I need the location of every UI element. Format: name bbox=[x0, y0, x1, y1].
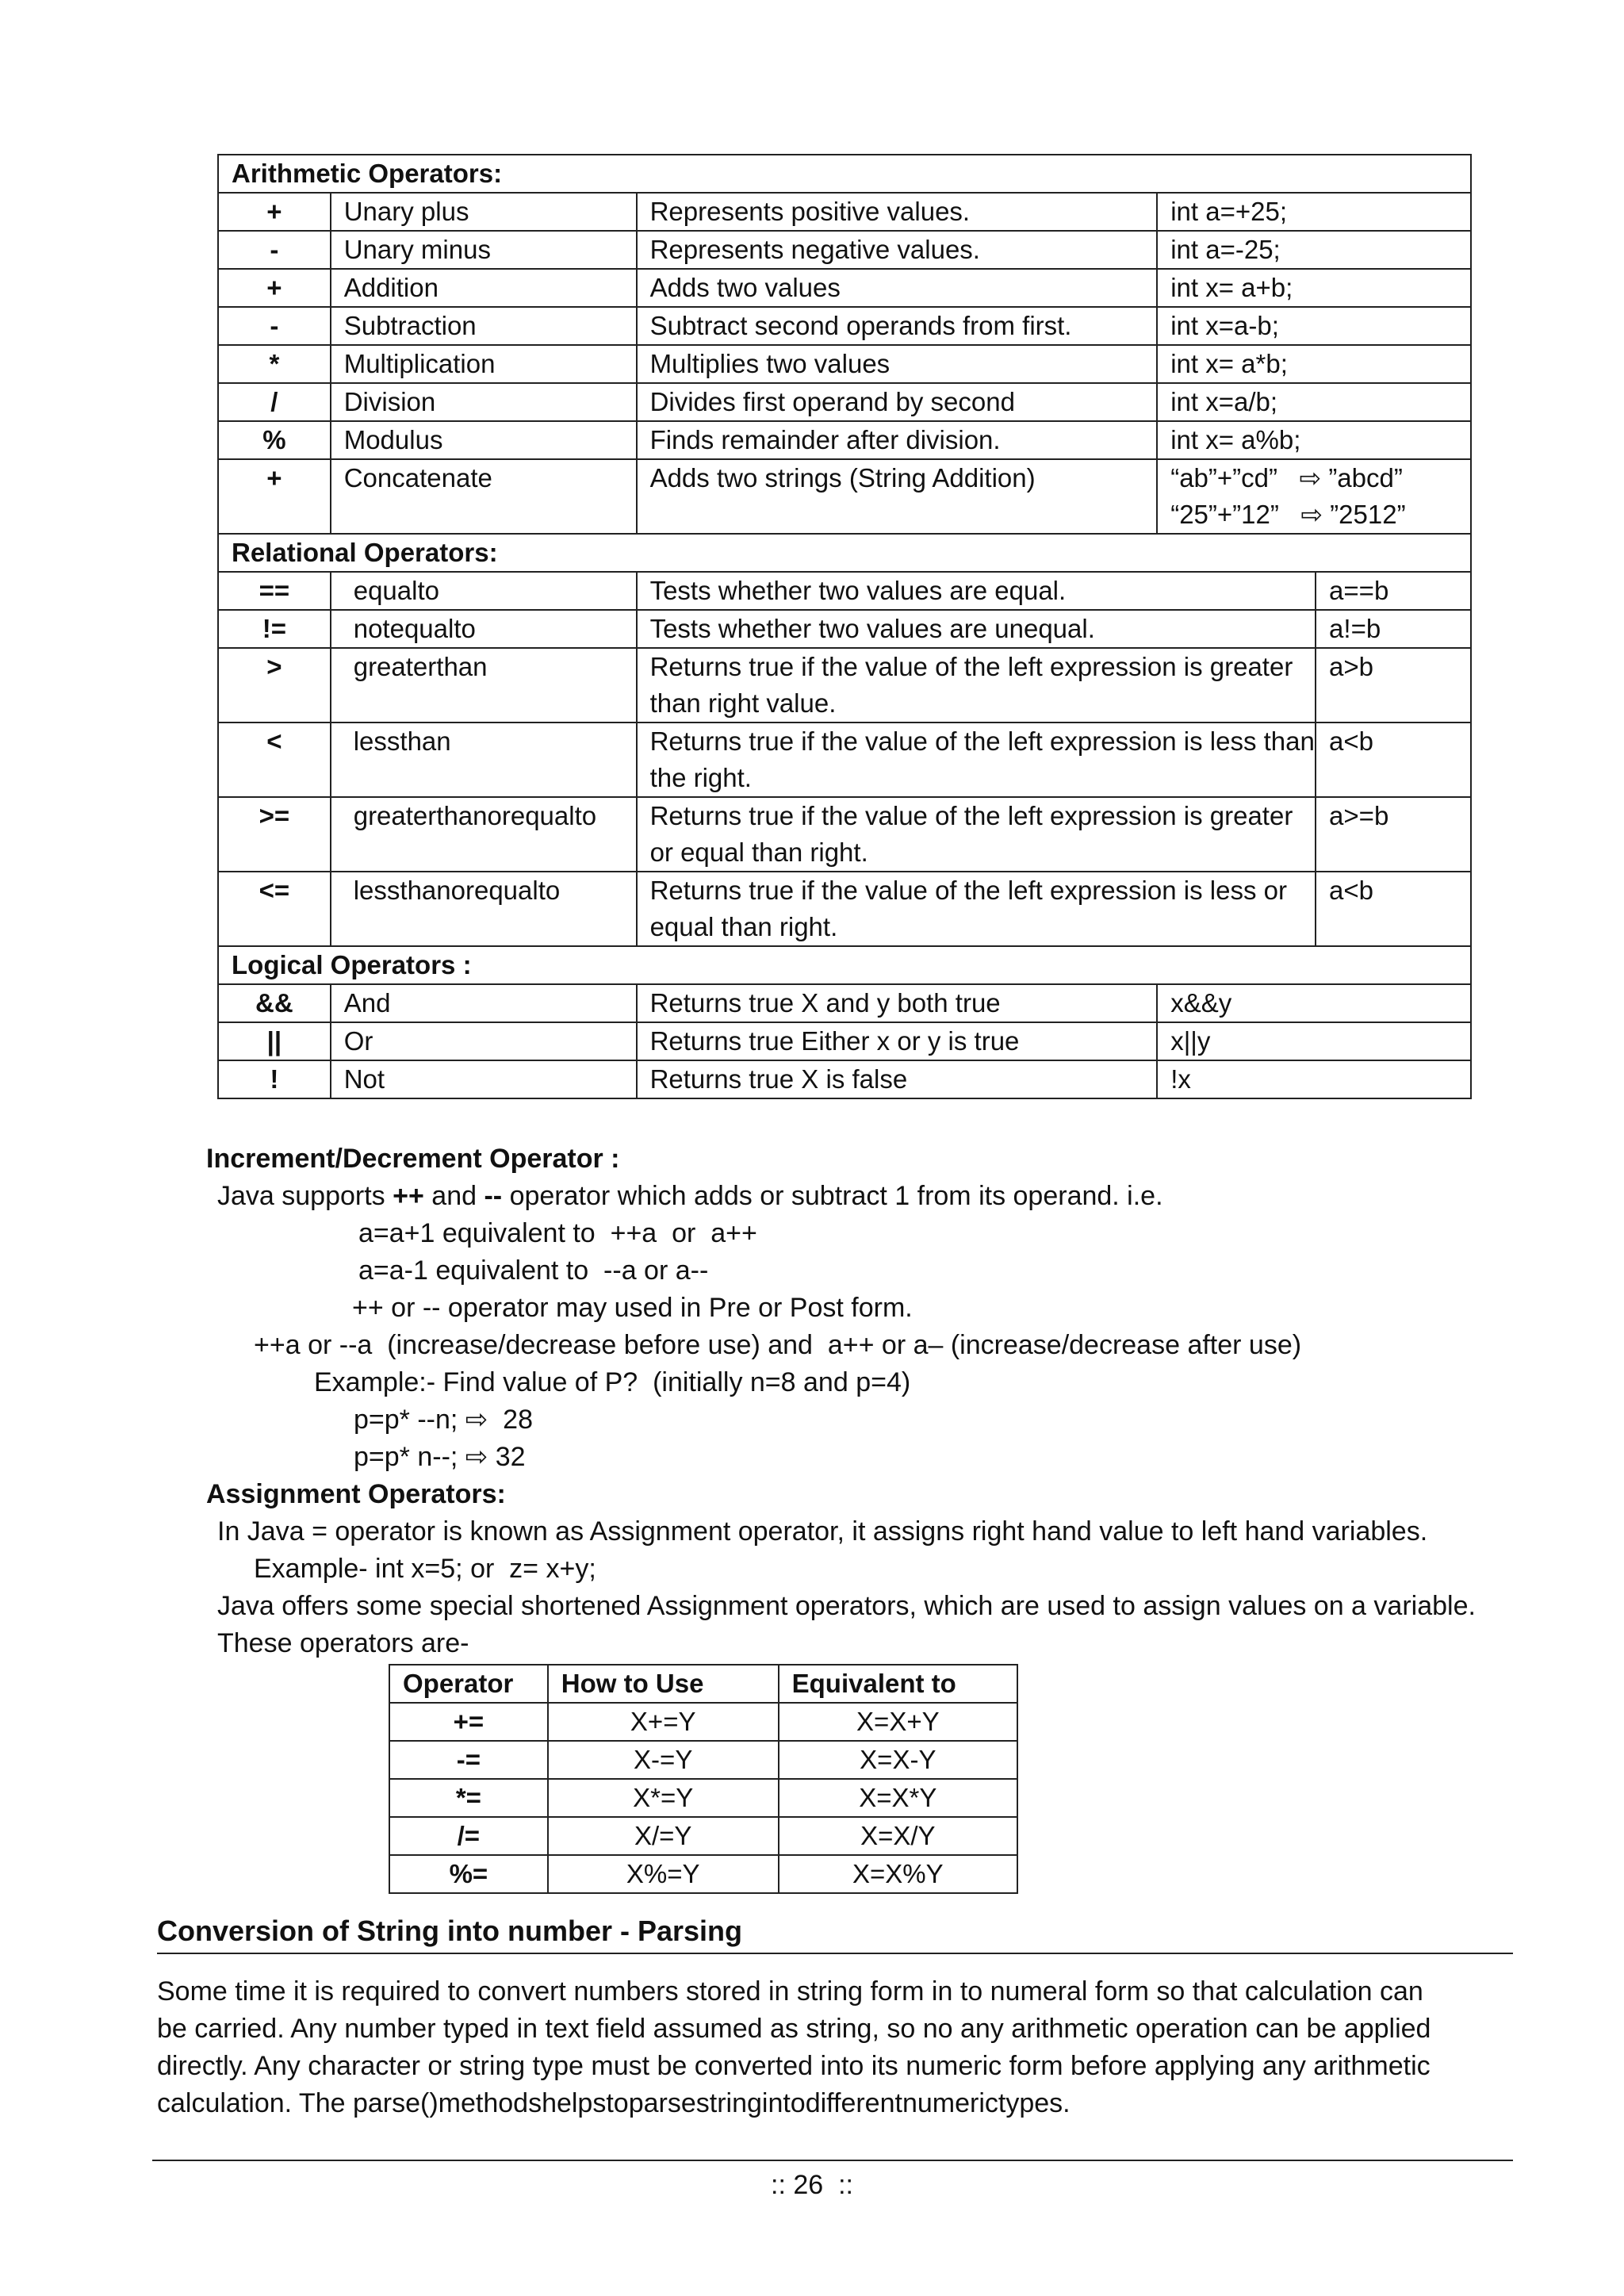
increment-line: ++ or -- operator may used in Pre or Post form. bbox=[352, 1293, 913, 1323]
operator-name: Subtraction bbox=[331, 307, 637, 345]
operator-symbol: == bbox=[218, 572, 331, 610]
operator-name: Modulus bbox=[331, 421, 637, 459]
operator-description: Adds two values bbox=[637, 269, 1158, 307]
operator-symbol: + bbox=[218, 459, 331, 534]
operator-description: Returns true if the value of the left expression is less than the right. bbox=[637, 723, 1316, 797]
operator-example: int x=a/b; bbox=[1157, 383, 1471, 421]
operator-example: int a=+25; bbox=[1157, 193, 1471, 231]
operator-symbol: != bbox=[218, 610, 331, 648]
operator-symbol: / bbox=[218, 383, 331, 421]
increment-example: Example:- Find value of P? (initially n=8 and p=4) bbox=[314, 1367, 911, 1397]
operator-example bbox=[1157, 459, 1471, 534]
operator-symbol: && bbox=[218, 984, 331, 1022]
operator-symbol: ! bbox=[218, 1060, 331, 1098]
table-row bbox=[218, 610, 1471, 648]
concat-example-2: “25”+”12” ⇨ ”2512” bbox=[1170, 500, 1406, 529]
usage-cell: X/=Y bbox=[548, 1817, 779, 1855]
table-row bbox=[389, 1855, 1017, 1893]
usage-cell: X%=Y bbox=[548, 1855, 779, 1893]
operator-example: a<b bbox=[1316, 872, 1471, 946]
table-row bbox=[218, 648, 1471, 723]
equivalent-cell: X=X*Y bbox=[779, 1779, 1017, 1817]
table-row bbox=[389, 1741, 1017, 1779]
increment-example-line: p=p* --n; ⇨ 28 bbox=[354, 1405, 533, 1435]
operator-example: a==b bbox=[1316, 572, 1471, 610]
operator-symbol: <= bbox=[218, 872, 331, 946]
increment-line: a=a+1 equivalent to ++a or a++ bbox=[358, 1218, 757, 1248]
operator-name: And bbox=[331, 984, 637, 1022]
table-row bbox=[218, 421, 1471, 459]
operator-symbol: + bbox=[218, 193, 331, 231]
arithmetic-heading: Arithmetic Operators: bbox=[218, 155, 1471, 193]
operator-symbol: || bbox=[218, 1022, 331, 1060]
operator-name: Addition bbox=[331, 269, 637, 307]
table-row bbox=[389, 1817, 1017, 1855]
table-row bbox=[218, 797, 1471, 872]
table-header-row bbox=[389, 1665, 1017, 1703]
operator-example: int x= a%b; bbox=[1157, 421, 1471, 459]
operator-example: x&&y bbox=[1157, 984, 1471, 1022]
equivalent-cell: X=X%Y bbox=[779, 1855, 1017, 1893]
operator-example: a>=b bbox=[1316, 797, 1471, 872]
operator-description: Tests whether two values are unequal. bbox=[637, 610, 1316, 648]
operator-cell: %= bbox=[389, 1855, 548, 1893]
footer-divider bbox=[152, 2160, 1513, 2161]
assignment-operators-table bbox=[389, 1664, 1018, 1894]
operator-description: Tests whether two values are equal. bbox=[637, 572, 1316, 610]
equivalent-cell: X=X+Y bbox=[779, 1703, 1017, 1741]
operator-example: int x=a-b; bbox=[1157, 307, 1471, 345]
operator-name: lessthanorequalto bbox=[331, 872, 637, 946]
operator-description: Returns true Either x or y is true bbox=[637, 1022, 1158, 1060]
table-row bbox=[218, 345, 1471, 383]
operator-name: lessthan bbox=[331, 723, 637, 797]
operator-description: Finds remainder after division. bbox=[637, 421, 1158, 459]
operator-example: !x bbox=[1157, 1060, 1471, 1098]
column-header: Equivalent to bbox=[779, 1665, 1017, 1703]
parsing-line: be carried. Any number typed in text field assumed as string, so no any arithmetic operation can be applied bbox=[157, 2014, 1431, 2044]
assignment-line: These operators are- bbox=[217, 1628, 469, 1658]
logical-heading-row bbox=[218, 946, 1471, 984]
relational-heading: Relational Operators: bbox=[218, 534, 1471, 572]
parsing-line: calculation. The parse()methodshelpstoparsestringintodifferentnumerictypes. bbox=[157, 2088, 1071, 2118]
operator-cell: *= bbox=[389, 1779, 548, 1817]
table-row bbox=[218, 269, 1471, 307]
operator-description: Multiplies two values bbox=[637, 345, 1158, 383]
table-row bbox=[218, 872, 1471, 946]
operator-description: Returns true if the value of the left expression is greater than right value. bbox=[637, 648, 1316, 723]
increment-line: a=a-1 equivalent to --a or a-- bbox=[358, 1255, 709, 1286]
operator-cell: /= bbox=[389, 1817, 548, 1855]
operator-name: Concatenate bbox=[331, 459, 637, 534]
increment-line: ++a or --a (increase/decrease before use) and a++ or a– (increase/decrease after use) bbox=[254, 1330, 1302, 1360]
table-row bbox=[389, 1703, 1017, 1741]
intro-text: Java supports bbox=[217, 1181, 393, 1211]
operator-name: greaterthan bbox=[331, 648, 637, 723]
operator-description: Represents negative values. bbox=[637, 231, 1158, 269]
operator-example: a<b bbox=[1316, 723, 1471, 797]
operator-symbol: > bbox=[218, 648, 331, 723]
intro-op-inc: ++ bbox=[393, 1181, 424, 1211]
page-number: :: 26 :: bbox=[771, 2170, 853, 2200]
operator-symbol: - bbox=[218, 231, 331, 269]
operator-name: Not bbox=[331, 1060, 637, 1098]
operator-cell: -= bbox=[389, 1741, 548, 1779]
section-divider bbox=[157, 1953, 1513, 1954]
table-row bbox=[389, 1779, 1017, 1817]
operators-table bbox=[217, 154, 1472, 1099]
column-header: Operator bbox=[389, 1665, 548, 1703]
table-row bbox=[218, 231, 1471, 269]
usage-cell: X*=Y bbox=[548, 1779, 779, 1817]
operator-symbol: % bbox=[218, 421, 331, 459]
usage-cell: X+=Y bbox=[548, 1703, 779, 1741]
assignment-heading: Assignment Operators: bbox=[206, 1479, 506, 1509]
operator-symbol: - bbox=[218, 307, 331, 345]
table-row bbox=[218, 193, 1471, 231]
table-row bbox=[218, 307, 1471, 345]
operator-symbol: + bbox=[218, 269, 331, 307]
operator-name: Multiplication bbox=[331, 345, 637, 383]
operator-description: Returns true if the value of the left expression is greater or equal than right. bbox=[637, 797, 1316, 872]
table-row bbox=[218, 723, 1471, 797]
intro-op-dec: -- bbox=[484, 1181, 503, 1211]
intro-text: operator which adds or subtract 1 from its operand. i.e. bbox=[502, 1181, 1163, 1211]
assignment-line: In Java = operator is known as Assignment operator, it assigns right hand value to left hand variables. bbox=[217, 1516, 1428, 1547]
logical-heading: Logical Operators : bbox=[218, 946, 1471, 984]
operator-example: a!=b bbox=[1316, 610, 1471, 648]
operator-symbol: >= bbox=[218, 797, 331, 872]
increment-heading: Increment/Decrement Operator : bbox=[206, 1144, 620, 1174]
table-row bbox=[218, 1060, 1471, 1098]
operator-example: a>b bbox=[1316, 648, 1471, 723]
table-row bbox=[218, 572, 1471, 610]
operator-description: Returns true if the value of the left expression is less or equal than right. bbox=[637, 872, 1316, 946]
increment-example-line: p=p* n--; ⇨ 32 bbox=[354, 1442, 526, 1472]
equivalent-cell: X=X/Y bbox=[779, 1817, 1017, 1855]
assignment-line: Java offers some special shortened Assignment operators, which are used to assign values on a variable. bbox=[217, 1591, 1476, 1621]
relational-heading-row bbox=[218, 534, 1471, 572]
usage-cell: X-=Y bbox=[548, 1741, 779, 1779]
operator-example: int a=-25; bbox=[1157, 231, 1471, 269]
operator-description: Subtract second operands from first. bbox=[637, 307, 1158, 345]
operator-example: int x= a+b; bbox=[1157, 269, 1471, 307]
operator-name: Or bbox=[331, 1022, 637, 1060]
table-row bbox=[218, 1022, 1471, 1060]
operator-example: int x= a*b; bbox=[1157, 345, 1471, 383]
parsing-line: directly. Any character or string type must be converted into its numeric form before applying any arithmetic bbox=[157, 2051, 1431, 2081]
assignment-example: Example- int x=5; or z= x+y; bbox=[254, 1554, 596, 1584]
intro-text: and bbox=[423, 1181, 485, 1211]
parsing-line: Some time it is required to convert numbers stored in string form in to numeral form so that calculation can bbox=[157, 1976, 1423, 2007]
operator-name: notequalto bbox=[331, 610, 637, 648]
operator-name: greaterthanorequalto bbox=[331, 797, 637, 872]
operator-description: Returns true X and y both true bbox=[637, 984, 1158, 1022]
operator-description: Represents positive values. bbox=[637, 193, 1158, 231]
table-row bbox=[218, 984, 1471, 1022]
operator-name: equalto bbox=[331, 572, 637, 610]
table-row bbox=[218, 383, 1471, 421]
parsing-heading: Conversion of String into number - Parsing bbox=[157, 1915, 743, 1947]
operator-symbol: < bbox=[218, 723, 331, 797]
column-header: How to Use bbox=[548, 1665, 779, 1703]
operator-name: Unary plus bbox=[331, 193, 637, 231]
operator-name: Unary minus bbox=[331, 231, 637, 269]
increment-intro bbox=[217, 1178, 1163, 1215]
operator-description: Adds two strings (String Addition) bbox=[637, 459, 1158, 534]
concat-example-1: “ab”+”cd” ⇨ ”abcd” bbox=[1170, 463, 1403, 493]
arithmetic-heading-row bbox=[218, 155, 1471, 193]
equivalent-cell: X=X-Y bbox=[779, 1741, 1017, 1779]
operator-example: x||y bbox=[1157, 1022, 1471, 1060]
table-row bbox=[218, 459, 1471, 534]
operator-symbol: * bbox=[218, 345, 331, 383]
operator-cell: += bbox=[389, 1703, 548, 1741]
operator-description: Returns true X is false bbox=[637, 1060, 1158, 1098]
operator-name: Division bbox=[331, 383, 637, 421]
operator-description: Divides first operand by second bbox=[637, 383, 1158, 421]
